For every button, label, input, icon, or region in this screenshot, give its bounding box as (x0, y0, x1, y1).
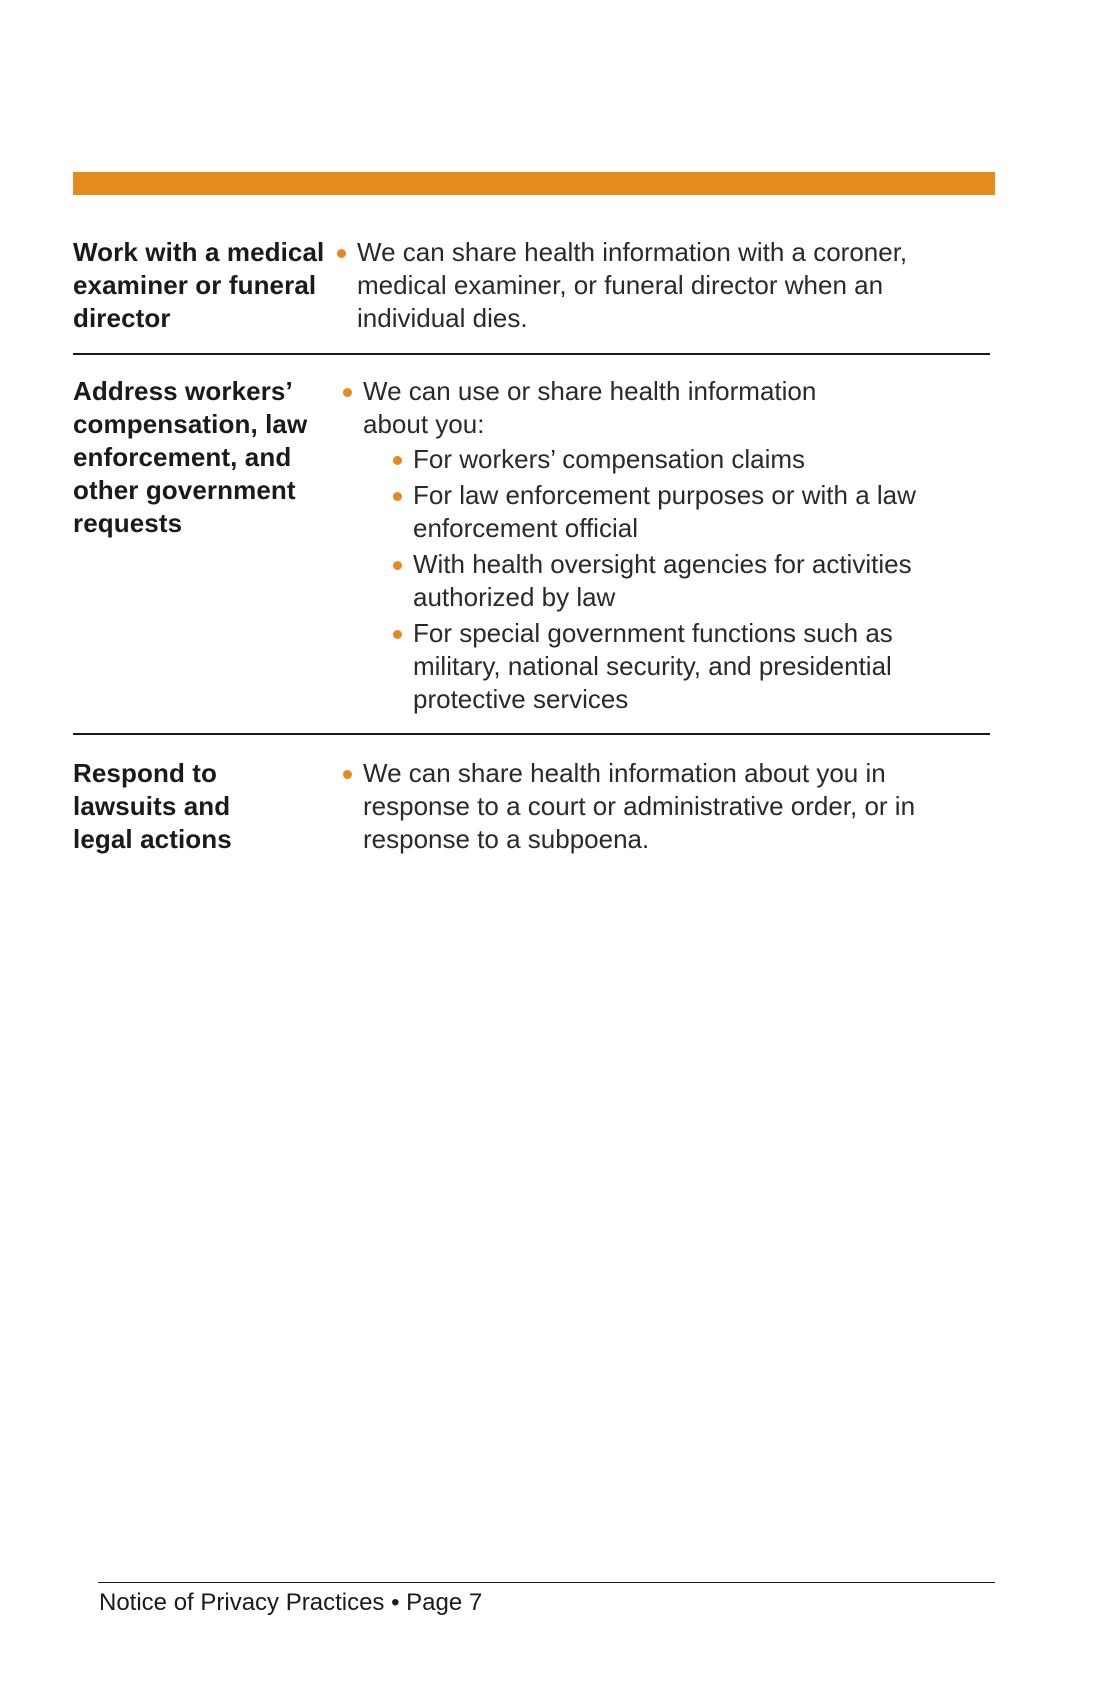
section-heading: Respond to lawsuits and legal actions (73, 758, 232, 854)
section-heading: Work with a medical examiner or funeral director (73, 237, 325, 333)
bullet-item: We can use or share health information about you: (341, 375, 990, 441)
footer-rule (98, 1582, 995, 1583)
section-row (73, 735, 990, 856)
sub-bullet-list (391, 443, 990, 716)
section-content (341, 375, 990, 719)
section-row (73, 236, 990, 355)
content-table (73, 236, 990, 856)
sub-bullet-item: For law enforcement purposes or with a law enforcement official (391, 479, 990, 545)
section-content (341, 757, 990, 856)
bullet-item: We can share health information with a coroner, medical examiner, or funeral director when an individual dies. (335, 236, 990, 335)
sub-bullet-item: For special government functions such as military, national security, and presidential protective services (391, 617, 990, 716)
page-footer: Notice of Privacy Practices • Page 7 (99, 1589, 483, 1616)
section-heading: Address workers’ compensation, law enforcement, and other government requests (73, 376, 308, 538)
bullet-item: We can share health information about you in response to a court or administrative order, or in response to a subpoena. (341, 757, 990, 856)
sub-bullet-item: With health oversight agencies for activities authorized by law (391, 548, 990, 614)
section-row (73, 355, 990, 735)
accent-bar (73, 172, 995, 195)
section-content (335, 236, 990, 335)
sub-bullet-item: For workers’ compensation claims (391, 443, 990, 476)
